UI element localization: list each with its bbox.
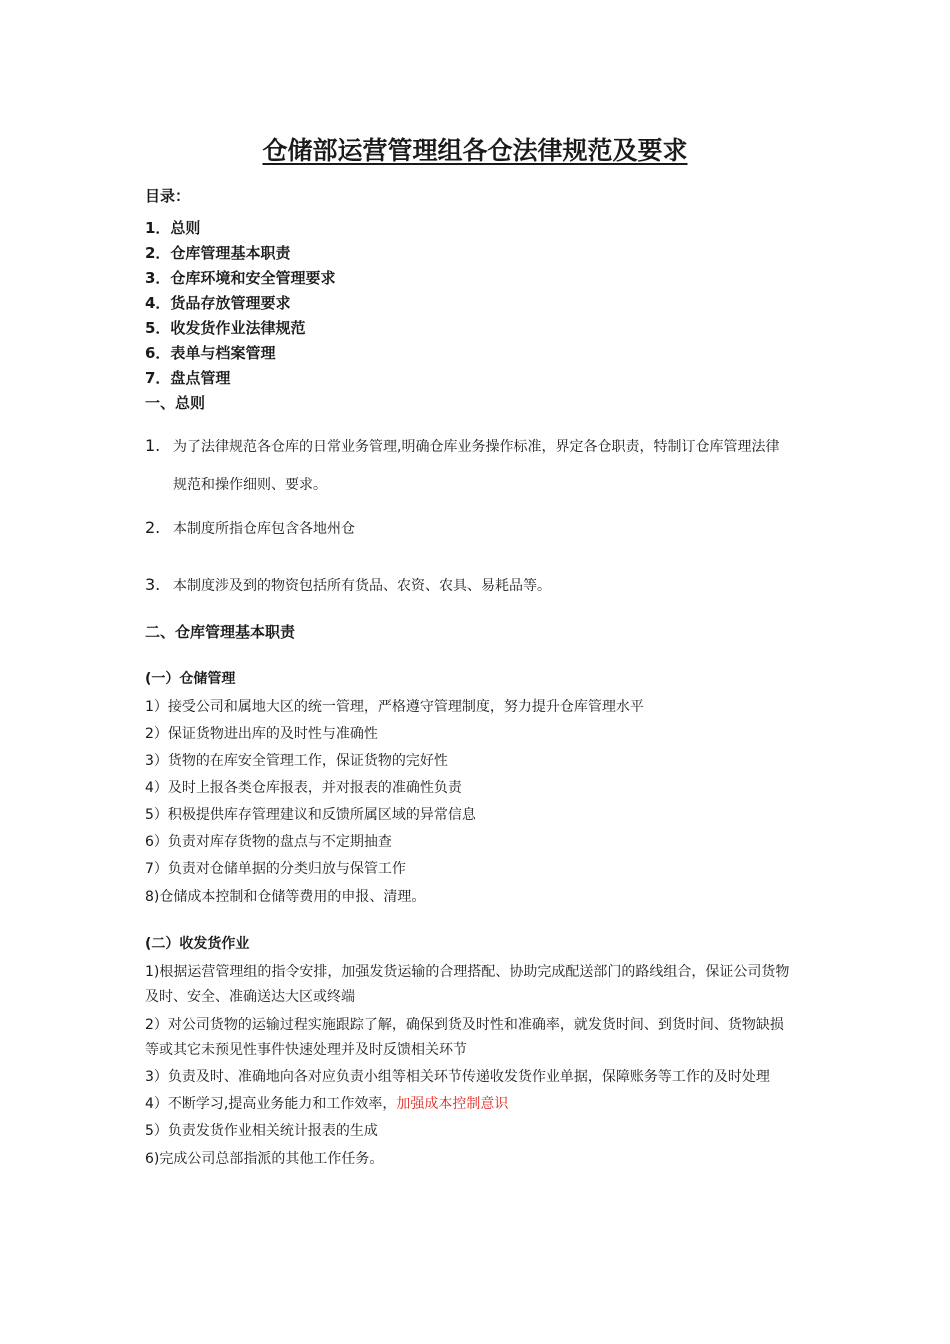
list-item: 4）不断学习,提高业务能力和工作效率，加强成本控制意识	[145, 1096, 509, 1112]
subsection-heading: (二）收发货作业	[145, 936, 250, 952]
highlighted-text: 加强成本控制意识	[396, 1096, 509, 1112]
toc-item: 5．收发货作业法律规范	[145, 319, 306, 337]
list-item: 2）对公司货物的运输过程实施跟踪了解，确保到货及时性和准确率，就发货时间、到货时间、货物缺损	[145, 1017, 784, 1033]
list-item-continuation: 等或其它未预见性事件快速处理并及时反馈相关环节	[145, 1042, 467, 1058]
subsection-heading: (一）仓储管理	[145, 671, 236, 687]
list-item: 1)根据运营管理组的指令安排，加强发货运输的合理搭配、协助完成配送部门的路线组合，保证公司货物	[145, 964, 790, 980]
list-item: 5）积极提供库存管理建议和反馈所属区域的异常信息	[145, 807, 476, 823]
list-item: 7）负责对仓储单据的分类归放与保管工作	[145, 861, 406, 877]
section-heading: 二、仓库管理基本职责	[145, 623, 296, 641]
list-item: 1. 为了法律规范各仓库的日常业务管理,明确仓库业务操作标准，界定各仓职责，特制订仓库管理法律	[145, 436, 780, 455]
list-item: 1）接受公司和属地大区的统一管理，严格遵守管理制度，努力提升仓库管理水平	[145, 699, 644, 715]
list-number: 1.	[145, 436, 161, 455]
toc-item: 6．表单与档案管理	[145, 344, 276, 362]
list-item: 3. 本制度涉及到的物资包括所有货品、农资、农具、易耗品等。	[145, 575, 551, 594]
toc-item: 7．盘点管理	[145, 369, 231, 387]
list-item: 5）负责发货作业相关统计报表的生成	[145, 1123, 378, 1139]
list-item: 8)仓储成本控制和仓储等费用的申报、清理。	[145, 889, 426, 905]
list-item: 3）货物的在库安全管理工作，保证货物的完好性	[145, 753, 448, 769]
list-item: 3）负责及时、准确地向各对应负责小组等相关环节传递收发货作业单据，保障账务等工作的及时处理	[145, 1069, 770, 1085]
list-item: 4）及时上报各类仓库报表，并对报表的准确性负责	[145, 780, 462, 796]
document-title: 仓储部运营管理组各仓法律规范及要求	[262, 136, 688, 165]
toc-item: 4．货品存放管理要求	[145, 294, 291, 312]
list-item: 6)完成公司总部指派的其他工作任务。	[145, 1151, 384, 1167]
list-item: 2）保证货物进出库的及时性与准确性	[145, 726, 378, 742]
list-number: 3.	[145, 575, 161, 594]
list-item: 6）负责对库存货物的盘点与不定期抽查	[145, 834, 392, 850]
toc-item: 3．仓库环境和安全管理要求	[145, 269, 336, 287]
toc-item: 2．仓库管理基本职责	[145, 244, 291, 262]
list-item-continuation: 规范和操作细则、要求。	[173, 477, 327, 493]
list-item-continuation: 及时、安全、准确送达大区或终端	[145, 989, 355, 1005]
section-heading: 一、总则	[145, 394, 206, 412]
toc-heading: 目录：	[145, 187, 191, 205]
toc-item: 1．总则	[145, 219, 201, 237]
list-number: 2.	[145, 518, 161, 537]
list-item: 2. 本制度所指仓库包含各地州仓	[145, 518, 355, 537]
